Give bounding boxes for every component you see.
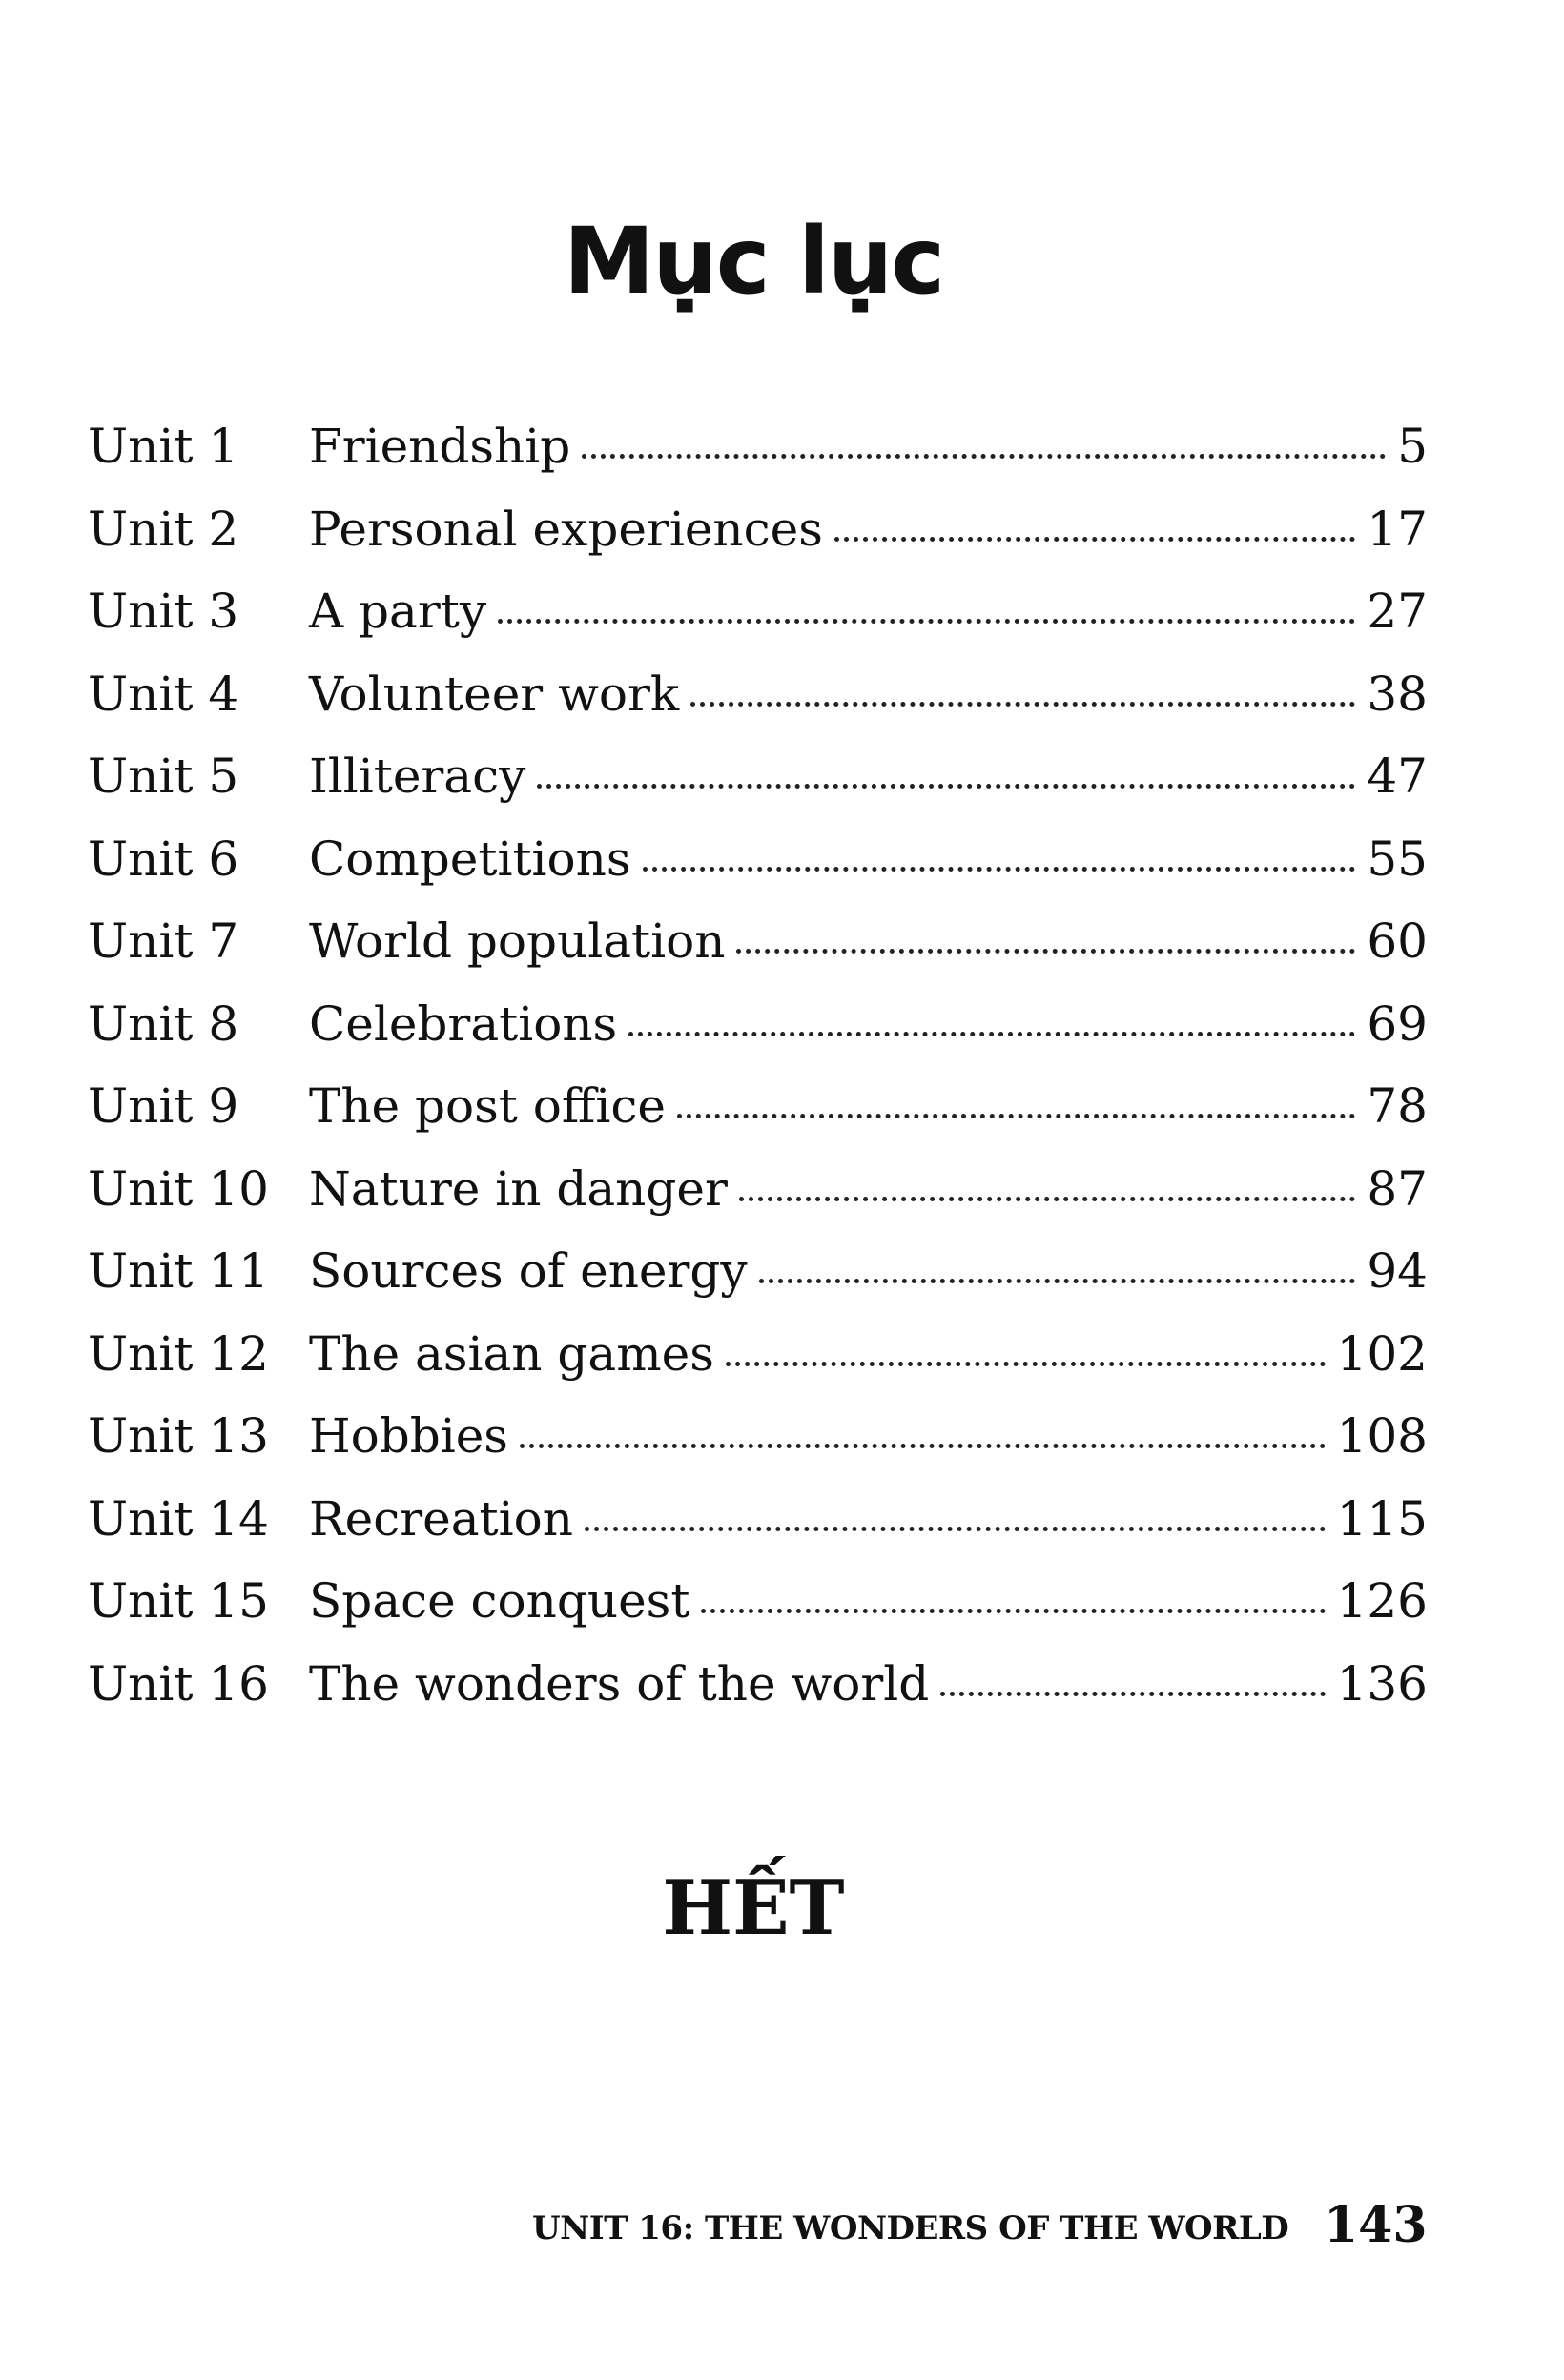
toc-unit-label: Unit 14: [88, 1490, 269, 1547]
page-number: 143: [1324, 2196, 1428, 2254]
dot-leader: [701, 1599, 1325, 1613]
dot-leader: [834, 527, 1356, 542]
toc-page-number: 87: [1367, 1160, 1428, 1217]
toc-entry: [88, 570, 1428, 653]
dot-leader: [940, 1682, 1325, 1696]
toc-entry: [88, 1148, 1428, 1231]
toc-unit-title: Celebrations: [309, 995, 618, 1052]
toc-unit-label: Unit 3: [88, 584, 239, 639]
toc-unit-label: Unit 12: [88, 1325, 269, 1382]
toc-entry: [88, 488, 1428, 571]
toc-unit-title: Sources of energy: [309, 1243, 748, 1299]
toc-unit-label: Unit 7: [88, 913, 239, 969]
toc-page-number: 126: [1336, 1573, 1428, 1629]
toc-unit-label: Unit 10: [88, 1160, 269, 1217]
toc-entry: [88, 818, 1428, 901]
toc-page-number: 5: [1397, 419, 1428, 474]
toc-unit-label: Unit 9: [88, 1078, 239, 1134]
dot-leader: [690, 692, 1355, 707]
toc-unit-label: Unit 6: [88, 831, 239, 887]
toc-entry: [88, 1643, 1428, 1726]
toc-unit-title: World population: [309, 913, 726, 969]
table-of-contents: [88, 405, 1428, 1725]
toc-unit-title: Competitions: [309, 831, 631, 887]
toc-title: Mục lục: [563, 208, 944, 315]
running-footer: UNIT 16: THE WONDERS OF THE WORLD: [532, 2209, 1289, 2247]
dot-leader: [677, 1104, 1355, 1118]
toc-unit-label: Unit 15: [88, 1573, 269, 1629]
toc-unit-label: Unit 2: [88, 501, 239, 557]
dot-leader: [582, 444, 1386, 459]
toc-page-number: 115: [1336, 1490, 1428, 1547]
toc-unit-label: Unit 4: [88, 666, 239, 722]
toc-unit-title: A party: [309, 584, 487, 639]
toc-page-number: 55: [1367, 831, 1428, 887]
dot-leader: [739, 1187, 1356, 1201]
toc-entry: [88, 1065, 1428, 1148]
toc-unit-label: Unit 5: [88, 749, 239, 804]
dot-leader: [498, 609, 1355, 624]
toc-page-number: 38: [1367, 666, 1428, 722]
toc-unit-label: Unit 11: [88, 1243, 269, 1299]
toc-unit-title: The wonders of the world: [309, 1655, 930, 1712]
dot-leader: [520, 1434, 1326, 1448]
toc-entry: [88, 983, 1428, 1066]
toc-page-number: 47: [1367, 749, 1428, 804]
toc-unit-title: Volunteer work: [309, 666, 680, 722]
toc-unit-title: Space conquest: [309, 1573, 690, 1629]
toc-unit-label: Unit 16: [88, 1655, 269, 1712]
toc-unit-label: Unit 13: [88, 1408, 269, 1464]
toc-unit-title: Recreation: [309, 1490, 573, 1547]
toc-entry: [88, 653, 1428, 736]
toc-entry: [88, 735, 1428, 818]
toc-unit-title: Nature in danger: [309, 1160, 728, 1217]
toc-unit-title: Illiteracy: [309, 749, 526, 804]
toc-page-number: 136: [1336, 1655, 1428, 1712]
toc-unit-title: Hobbies: [309, 1408, 508, 1464]
dot-leader: [759, 1269, 1356, 1283]
dot-leader: [537, 774, 1355, 789]
toc-page-number: 69: [1367, 995, 1428, 1052]
toc-entry: [88, 1313, 1428, 1396]
toc-entry: [88, 900, 1428, 983]
dot-leader: [643, 857, 1356, 872]
toc-unit-label: Unit 8: [88, 995, 239, 1052]
end-mark: HẾT: [662, 1865, 845, 1952]
toc-page-number: 108: [1336, 1408, 1428, 1464]
toc-unit-title: Personal experiences: [309, 501, 823, 557]
toc-entry: [88, 1478, 1428, 1561]
toc-entry: [88, 1560, 1428, 1643]
toc-entry: [88, 1230, 1428, 1313]
dot-leader: [726, 1352, 1326, 1366]
toc-page-number: 60: [1367, 913, 1428, 969]
toc-page-number: 27: [1367, 584, 1428, 639]
toc-entry: [88, 1395, 1428, 1478]
dot-leader: [736, 939, 1355, 954]
dot-leader: [585, 1517, 1326, 1531]
toc-page-number: 78: [1367, 1078, 1428, 1134]
toc-page-number: 94: [1367, 1243, 1428, 1299]
dot-leader: [628, 1022, 1355, 1036]
toc-page-number: 17: [1367, 501, 1428, 557]
toc-unit-title: Friendship: [309, 419, 571, 474]
toc-unit-label: Unit 1: [88, 419, 239, 474]
toc-entry: [88, 405, 1428, 488]
toc-unit-title: The post office: [309, 1078, 666, 1134]
toc-page-number: 102: [1336, 1325, 1428, 1382]
toc-unit-title: The asian games: [309, 1325, 714, 1382]
